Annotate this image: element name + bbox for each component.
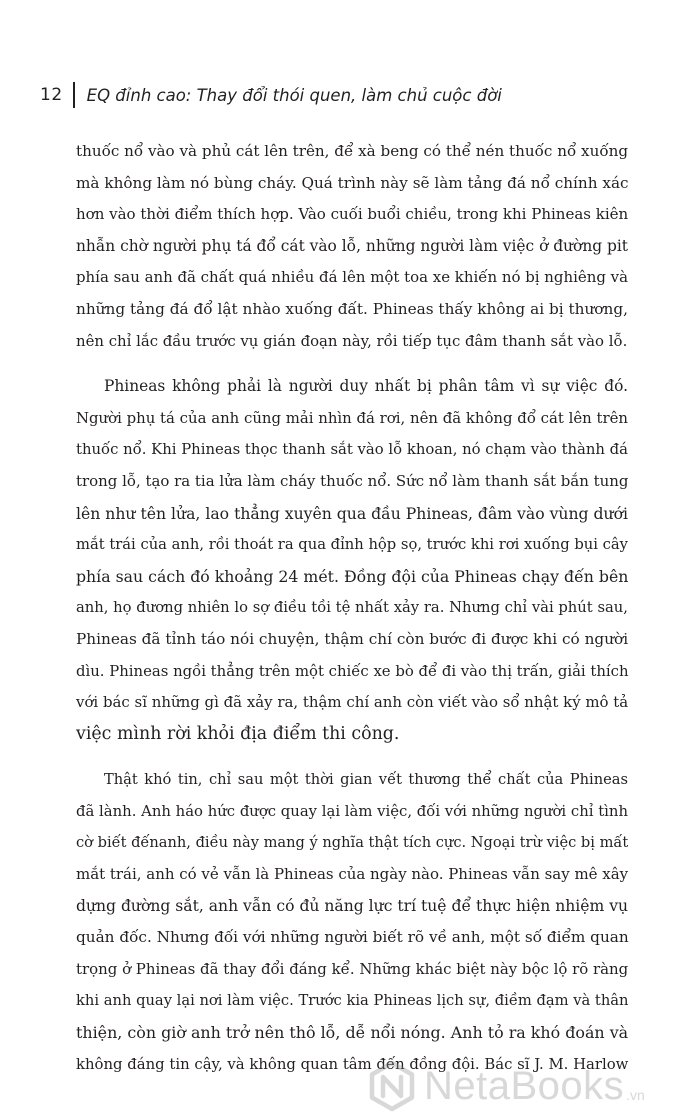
text-line: mà không làm nó bùng cháy. Quá trình này sẽ làm tảng đá nổ chính xác <box>76 173 629 192</box>
text-line: phía sau anh đã chất quá nhiều đá lên một toa xe khiến nó bị nghiêng và <box>76 268 628 287</box>
text-line: thiện, còn giờ anh trở nên thô lỗ, dễ nổi nóng. Anh tỏ ra khó đoán và <box>76 1023 629 1043</box>
text-line: đã lành. Anh háo hức được quay lại làm việc, đối với những người chỉ tình <box>76 802 628 820</box>
text-line: với bác sĩ những gì đã xảy ra, thậm chí anh còn viết vào sổ nhật ký mô tả <box>76 693 629 712</box>
text-line: nên chỉ lắc đầu trước vụ gián đoạn này, rồi tiếp tục đâm thanh sắt vào lỗ. <box>76 331 628 350</box>
text-line: mắt trái, anh có vẻ vẫn là Phineas của ngày nào. Phineas vẫn say mê xây <box>76 865 629 884</box>
watermark-suffix: .vn <box>626 1087 645 1103</box>
text-line: nhẫn chờ người phụ tá đổ cát vào lỗ, những người làm việc ở đường pit <box>76 236 628 255</box>
text-line: mắt trái của anh, rồi thoát ra qua đỉnh hộp sọ, trước khi rơi xuống bụi cây <box>76 536 628 554</box>
text-line: Phineas không phải là người duy nhất bị phân tâm vì sự việc đó. <box>104 377 628 396</box>
text-line: những tảng đá đổ lật nhào xuống đất. Phineas thấy không ai bị thương, <box>76 299 628 318</box>
text-line: Người phụ tá của anh cũng mải nhìn đá rơi, nên đã không đổ cát lên trên <box>76 408 628 427</box>
text-line: trong lỗ, tạo ra tia lửa làm cháy thuốc nổ. Sức nổ làm thanh sắt bắn tung <box>76 471 629 490</box>
text-line: phía sau cách đó khoảng 24 mét. Đồng đội của Phineas chạy đến bên <box>76 566 629 586</box>
text-line: cờ biết đếnanh, điều này mang ý nghĩa thật tích cực. Ngoại trừ việc bị mất <box>76 834 629 852</box>
text-line: quản đốc. Nhưng đối với những người biết rõ về anh, một số điểm quan <box>76 928 629 947</box>
text-line: không đáng tin cậy, và không quan tâm đến đồng đội. Bác sĩ J. M. Harlow <box>76 1054 629 1073</box>
text-line: khi anh quay lại nơi làm việc. Trước kia Phineas lịch sự, điềm đạm và thân <box>76 992 629 1010</box>
page-number: 12 <box>40 85 63 105</box>
text-line: Phineas đã tỉnh táo nói chuyện, thậm chí còn bước đi được khi có người <box>76 629 629 648</box>
text-line: lên như tên lửa, lao thẳng xuyên qua đầu Phineas, đâm vào vùng dưới <box>76 503 628 523</box>
running-header <box>40 80 502 110</box>
text-line: việc mình rời khỏi địa điểm thi công. <box>76 723 400 744</box>
netabooks-logo-icon <box>366 1060 418 1112</box>
text-line: trọng ở Phineas đã thay đổi đáng kể. Những khác biệt này bộc lộ rõ ràng <box>76 959 629 978</box>
text-line: dìu. Phineas ngồi thẳng trên một chiếc xe bò để đi vào thị trấn, giải thích <box>76 661 629 680</box>
watermark-brand: NetaBooks <box>424 1063 625 1108</box>
text-line: Thật khó tin, chỉ sau một thời gian vết thương thể chất của Phineas <box>104 771 628 789</box>
header-divider <box>73 82 75 108</box>
text-line: dựng đường sắt, anh vẫn có đủ năng lực trí tuệ để thực hiện nhiệm vụ <box>76 896 629 915</box>
paragraph-1 <box>76 136 628 357</box>
text-line: anh, họ đương nhiên lo sợ điều tồi tệ nhất xảy ra. Nhưng chỉ vài phút sau, <box>76 599 628 617</box>
paragraph-3 <box>76 764 628 1080</box>
text-line: thuốc nổ vào và phủ cát lên trên, để xà beng có thể nén thuốc nổ xuống <box>76 142 629 160</box>
paragraph-2 <box>76 371 628 750</box>
body-text <box>76 136 628 1094</box>
text-line: hơn vào thời điểm thích hợp. Vào cuối buổi chiều, trong khi Phineas kiên <box>76 205 629 224</box>
text-line: thuốc nổ. Khi Phineas thọc thanh sắt vào lỗ khoan, nó chạm vào thành đá <box>76 441 628 459</box>
watermark <box>366 1060 645 1112</box>
running-title: EQ đỉnh cao: Thay đổi thói quen, làm chủ cuộc đời <box>86 85 502 105</box>
